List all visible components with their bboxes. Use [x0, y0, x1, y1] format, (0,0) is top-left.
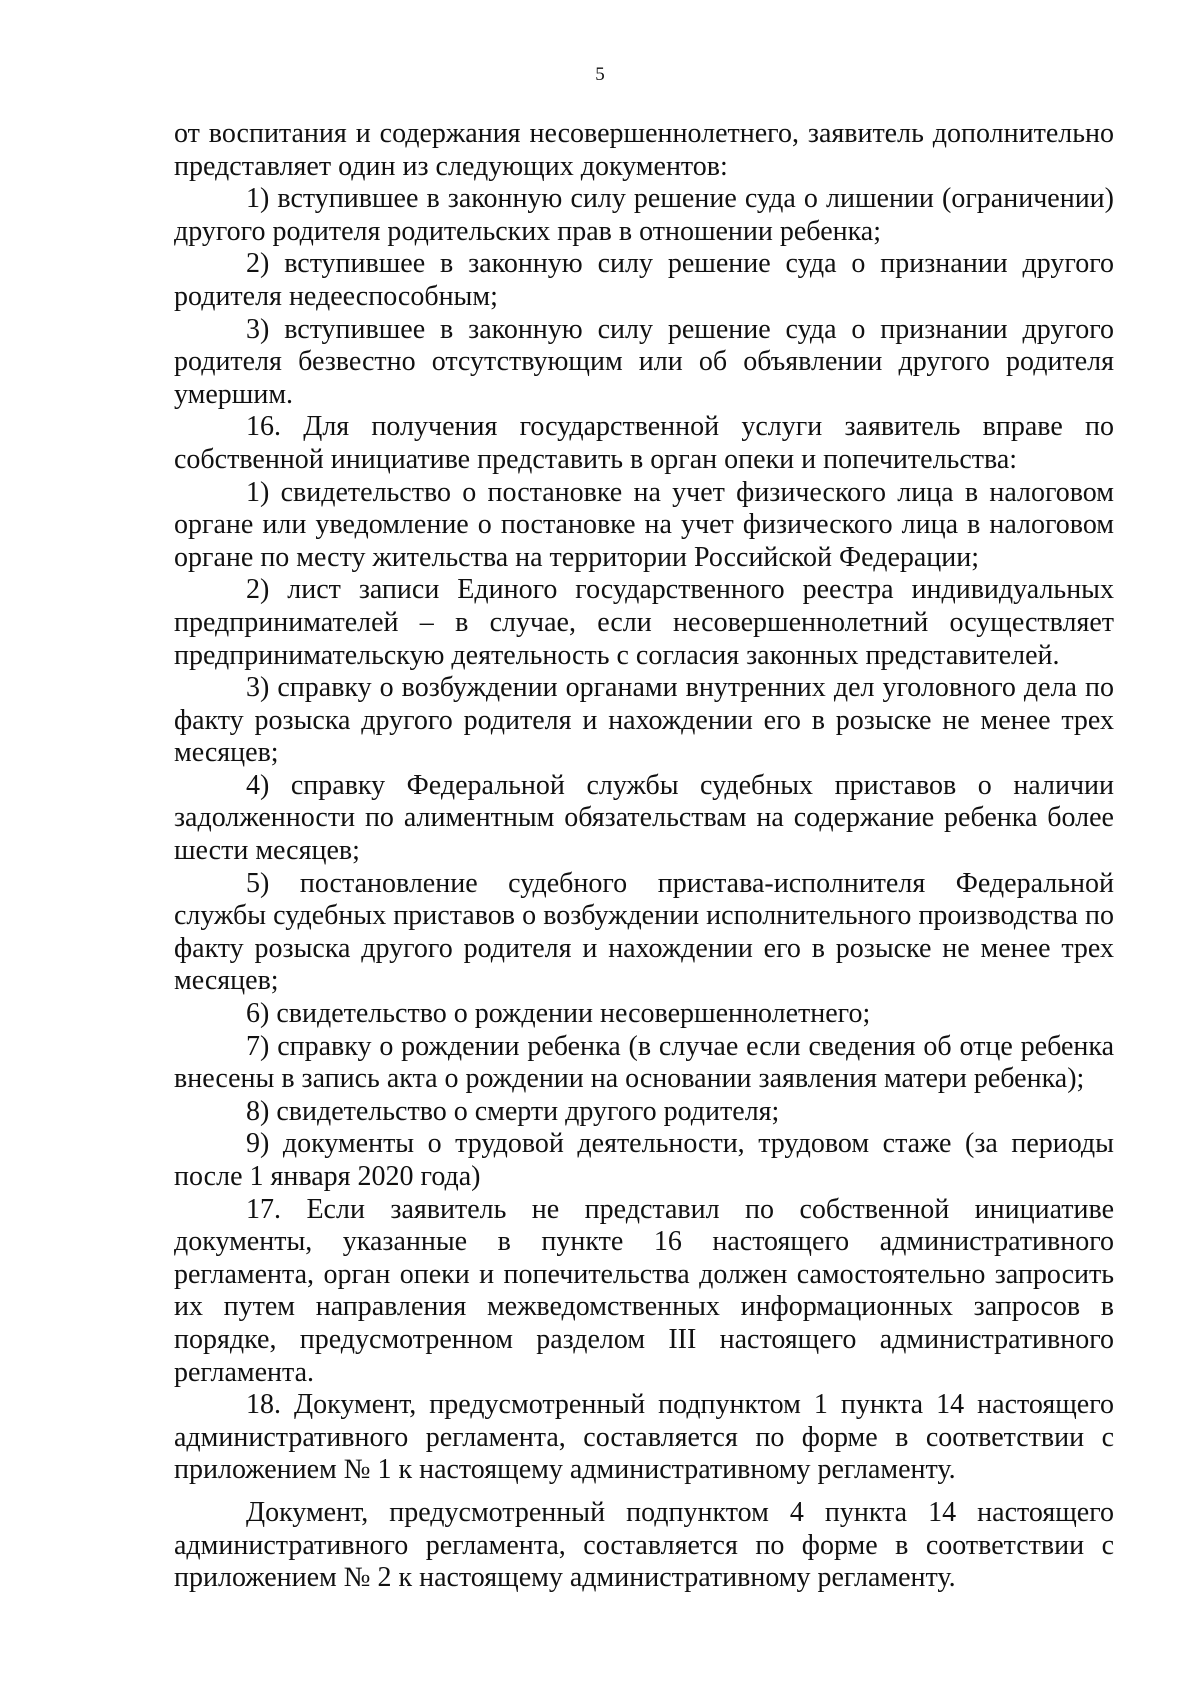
paragraph-list-item: 3) справку о возбуждении органами внутренних дел уголовного дела по факту розыска другого родителя и нахождении его в розыске не менее трех месяцев; [174, 672, 1114, 769]
paragraph-clause-16: 16. Для получения государственной услуги заявитель вправе по собственной инициативе представить в орган опеки и попечительства: [174, 411, 1114, 475]
paragraph-list-item: 1) свидетельство о постановке на учет физического лица в налоговом органе или уведомление о постановке на учет физического лица в налоговом органе по месту жительства на территории Российской Федерации; [174, 476, 1114, 573]
paragraph-clause-18: 18. Документ, предусмотренный подпунктом 1 пункта 14 настоящего административного регламента, составляется по форме в соответствии с приложением № 1 к настоящему административному регламенту. [174, 1389, 1114, 1486]
paragraph-list-item: 6) свидетельство о рождении несовершеннолетнего; [246, 998, 871, 1030]
paragraph-list-item: 2) вступившее в законную силу решение суда о признании другого родителя недееспособным; [174, 248, 1114, 312]
paragraph-list-item: 4) справку Федеральной службы судебных приставов о наличии задолженности по алиментным обязательствам на содержание ребенка более шести месяцев; [174, 769, 1114, 867]
paragraph-clause-18-continued: Документ, предусмотренный подпунктом 4 пункта 14 настоящего административного регламента, составляется по форме в соответствии с приложением № 2 к настоящему административному регламенту. [174, 1496, 1114, 1594]
paragraph-clause-17: 17. Если заявитель не представил по собственной инициативе документы, указанные в пункте 16 настоящего административного регламента, орган опеки и попечительства должен самостоятельно запросить их путем направления межведомственных информационных запросов в порядке, предусмотренном разделом III настоящего административного регламента. [174, 1193, 1114, 1388]
paragraph-list-item: 9) документы о трудовой деятельности, трудовом стаже (за периоды после 1 января 2020 года) [174, 1128, 1114, 1192]
paragraph-list-item: 2) лист записи Единого государственного реестра индивидуальных предпринимателей – в случае, если несовершеннолетний осуществляет предпринимательскую деятельность с согласия законных представителей. [174, 574, 1114, 671]
paragraph-list-item: 1) вступившее в законную силу решение суда о лишении (ограничении) другого родителя родительских прав в отношении ребенка; [174, 183, 1114, 247]
paragraph-list-item: 8) свидетельство о смерти другого родителя; [246, 1095, 780, 1127]
page-number: 5 [595, 64, 605, 85]
paragraph-list-item: 5) постановление судебного пристава-исполнителя Федеральной службы судебных приставов о возбуждении исполнительного производства по факту розыска другого родителя и нахождении его в розыске не менее трех месяцев; [174, 867, 1114, 997]
paragraph-list-item: 3) вступившее в законную силу решение суда о признании другого родителя безвестно отсутствующим или об объявлении другого родителя умершим. [174, 313, 1114, 410]
paragraph-list-item: 7) справку о рождении ребенка (в случае если сведения об отце ребенка внесены в запись акта о рождении на основании заявления матери ребенка); [174, 1030, 1114, 1095]
document-body [174, 118, 1114, 1595]
paragraph-continuation: от воспитания и содержания несовершеннолетнего, заявитель дополнительно представляет один из следующих документов: [174, 118, 1114, 182]
